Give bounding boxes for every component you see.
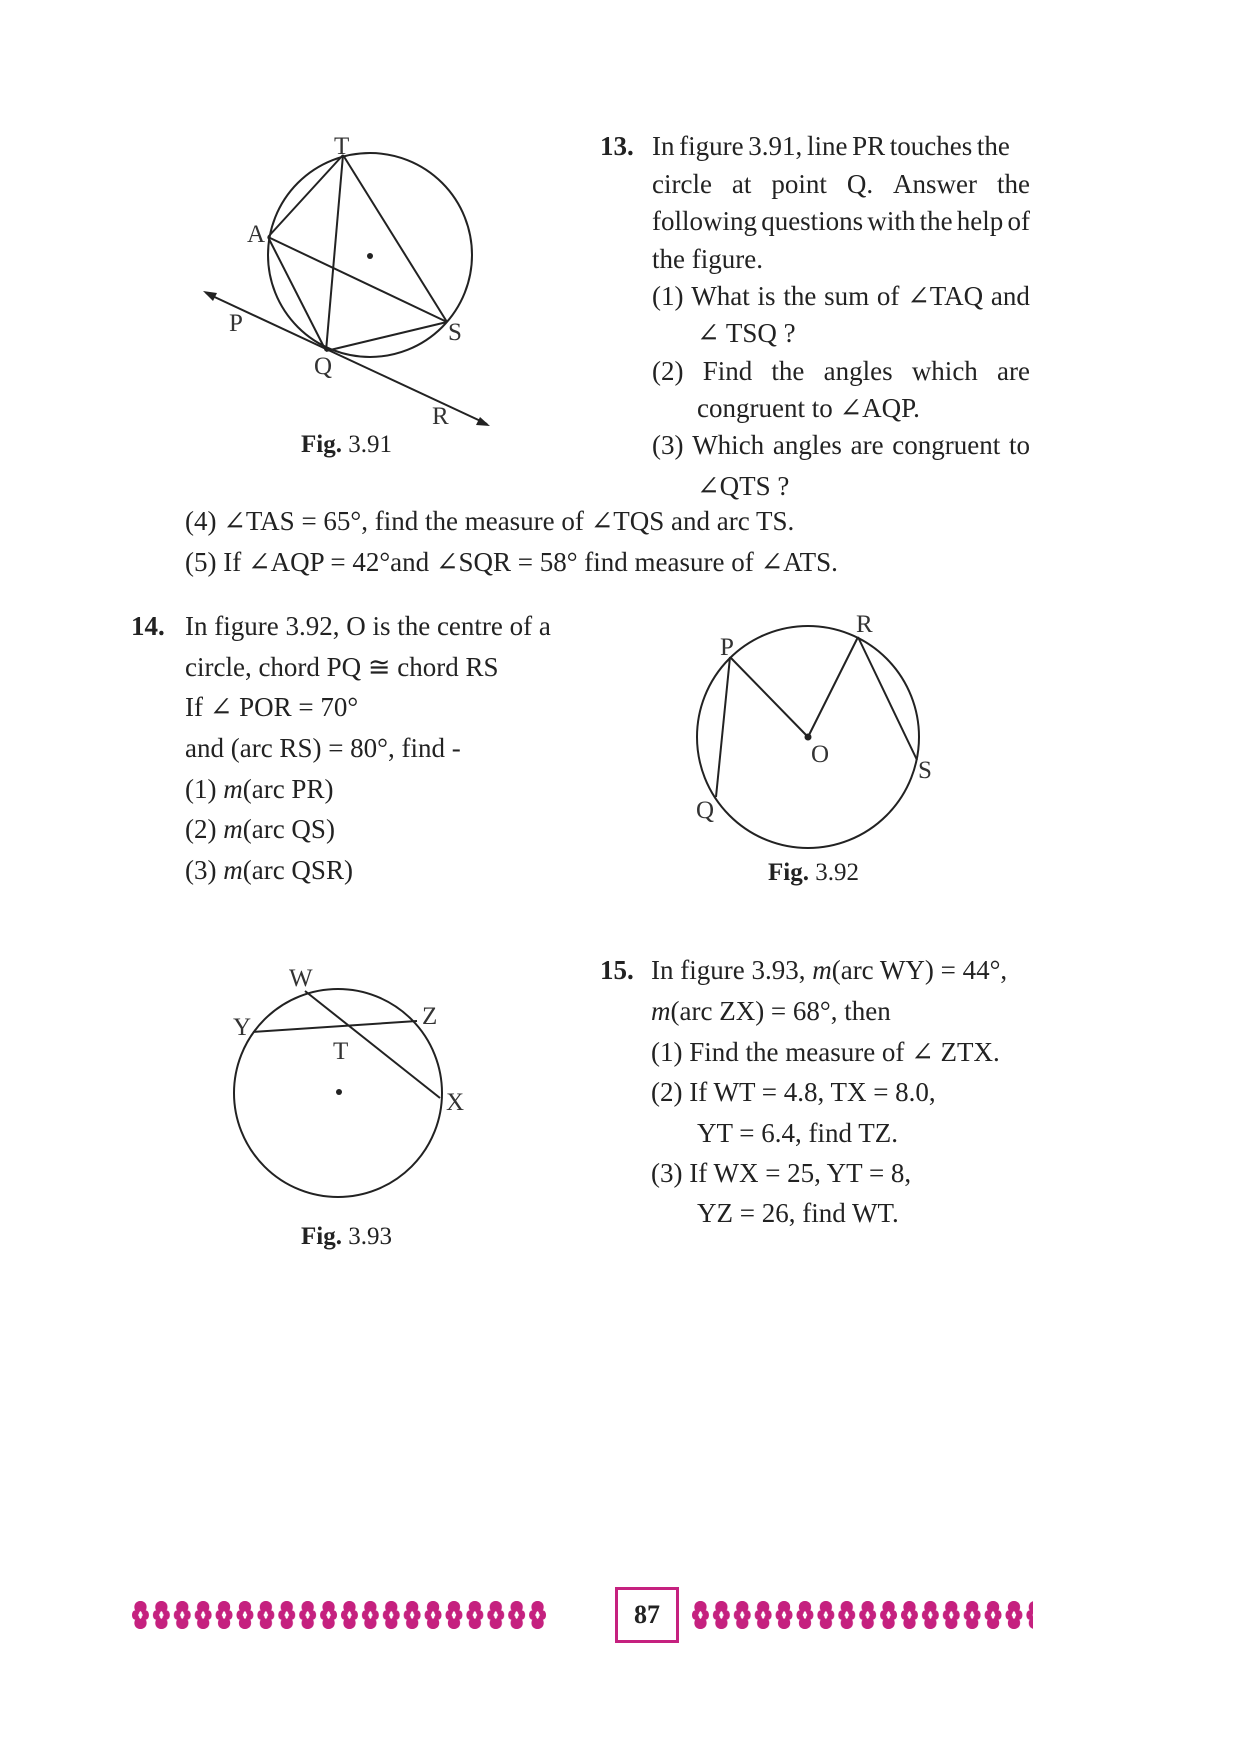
footer-ornament-right: [690, 1598, 1033, 1632]
q15-part-3b: YZ = 26, find WT.: [697, 1198, 899, 1228]
label-A: A: [247, 221, 266, 248]
q15-line-1: In figure 3.93, m(arc WY) = 44°,: [651, 955, 1008, 985]
q14-line-2: circle, chord PQ ≅ chord RS: [185, 652, 499, 682]
q13-part-5: (5) If ∠AQP = 42°and ∠SQR = 58° find measure of ∠ATS.: [185, 547, 838, 577]
q14-line-3: If ∠ POR = 70°: [185, 692, 359, 722]
label-P: P: [720, 634, 734, 661]
figure-3-92: [680, 605, 960, 855]
label-S: S: [448, 319, 462, 346]
label-R: R: [856, 611, 873, 638]
q14-part-1: (1) m(arc PR): [185, 774, 334, 804]
q13-part-1b: ∠ TSQ ?: [697, 318, 796, 348]
q14-part-2: (2) m(arc QS): [185, 814, 335, 844]
footer-ornament-left: [130, 1598, 548, 1632]
label-W: W: [289, 965, 313, 992]
label-X: X: [446, 1089, 465, 1116]
q13-part-2b: congruent to ∠AQP.: [697, 393, 920, 423]
q13-part-2a: (2) Find the angles which are: [652, 356, 1030, 386]
label-Y: Y: [233, 1014, 252, 1041]
q13-line-3: following questions with the help of: [652, 206, 1030, 236]
label-Z: Z: [422, 1003, 438, 1030]
fig-caption-3-93: Fig. 3.93: [301, 1223, 392, 1250]
q15-part-2b: YT = 6.4, find TZ.: [697, 1118, 898, 1148]
q13-line-4: the figure.: [652, 244, 763, 274]
label-Q: Q: [314, 353, 333, 380]
label-T: T: [334, 135, 350, 160]
label-Q: Q: [696, 797, 715, 824]
q14-part-3: (3) m(arc QSR): [185, 855, 353, 885]
page-number: 87: [615, 1587, 679, 1643]
q15-line-2: m(arc ZX) = 68°, then: [651, 996, 891, 1026]
q13-part-3b: ∠QTS ?: [697, 471, 790, 501]
label-O: O: [811, 741, 830, 768]
q13-line-1: In figure 3.91, line PR touches the: [652, 131, 1010, 161]
figure-3-91: [180, 135, 540, 455]
q13-part-4: (4) ∠TAS = 65°, find the measure of ∠TQS and arc TS.: [185, 506, 795, 536]
q13-line-2: circle at point Q. Answer the: [652, 169, 1030, 199]
q15-part-1: (1) Find the measure of ∠ ZTX.: [651, 1037, 1000, 1067]
q14-line-4: and (arc RS) = 80°, find -: [185, 733, 461, 763]
figure-3-93: [225, 960, 485, 1220]
fig-caption-3-92: Fig. 3.92: [768, 859, 859, 886]
label-R: R: [432, 403, 449, 430]
q15-part-2a: (2) If WT = 4.8, TX = 8.0,: [651, 1077, 936, 1107]
q13-part-1a: (1) What is the sum of ∠TAQ and: [652, 281, 1030, 311]
question-15-number: 15.: [600, 955, 634, 985]
question-14-number: 14.: [131, 611, 165, 641]
q15-part-3a: (3) If WX = 25, YT = 8,: [651, 1158, 912, 1188]
q13-part-3a: (3) Which angles are congruent to: [652, 430, 1030, 460]
q14-line-1: In figure 3.92, O is the centre of a: [185, 611, 551, 641]
question-13-number: 13.: [600, 131, 634, 161]
label-T: T: [333, 1038, 349, 1065]
label-P: P: [229, 310, 243, 337]
fig-caption-3-91: Fig. 3.91: [301, 431, 392, 458]
label-S: S: [918, 757, 932, 784]
